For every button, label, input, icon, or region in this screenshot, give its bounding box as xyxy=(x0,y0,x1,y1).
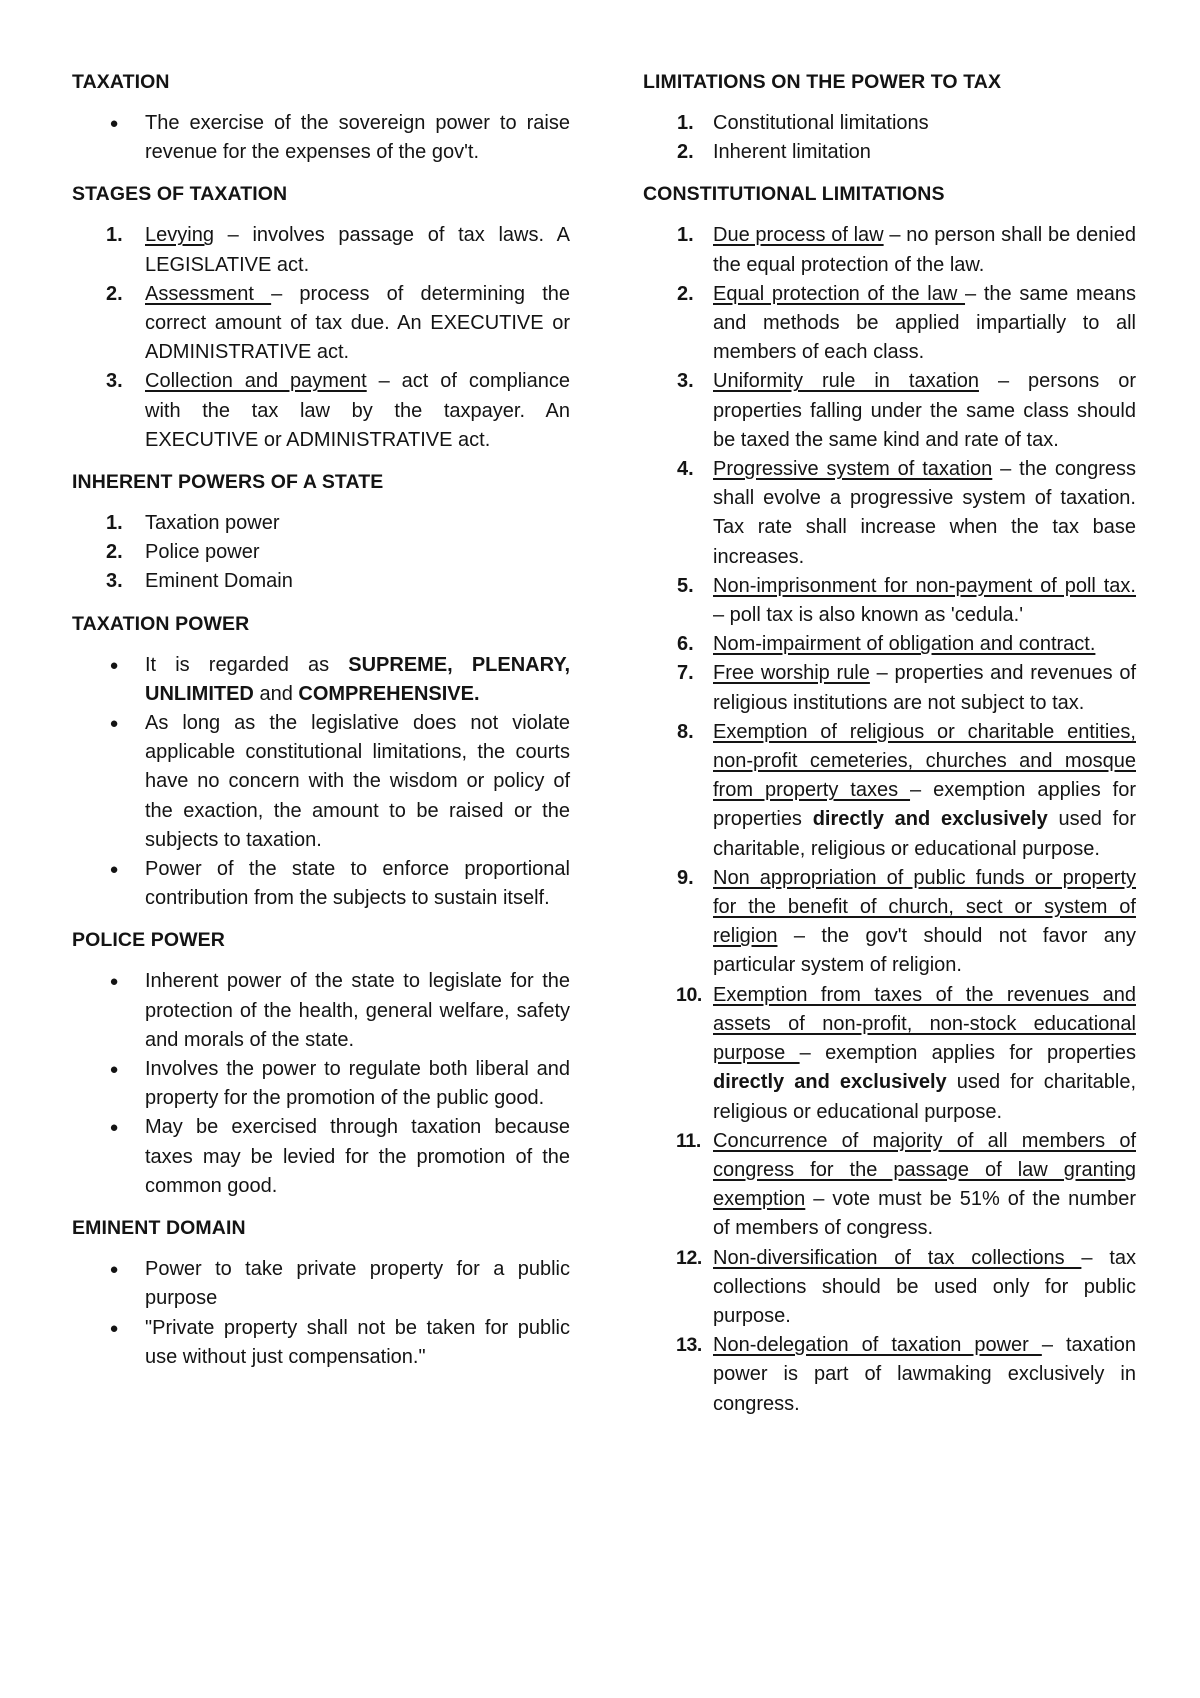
taxation-definition: The exercise of the sovereign power to raise revenue for the expenses of the gov't. xyxy=(145,112,570,164)
item-number: 1. xyxy=(677,224,694,247)
item-text: May be exercised through taxation because taxes may be levied for the promotion of the common good. xyxy=(145,1116,570,1197)
list-item xyxy=(72,567,570,596)
list-item xyxy=(72,280,570,368)
stage-term: Levying xyxy=(145,224,214,247)
list-item xyxy=(72,967,570,1055)
list-item xyxy=(643,138,1136,167)
list-item xyxy=(72,509,570,538)
list-item xyxy=(643,109,1136,138)
item-number: 2. xyxy=(677,282,694,305)
limitation-term: Nom-impairment of obligation and contract. xyxy=(713,633,1096,656)
list-item xyxy=(643,572,1136,630)
item-number: 10. xyxy=(676,983,702,1006)
left-column xyxy=(72,70,570,1387)
list-item xyxy=(72,538,570,567)
limitation-term: Free worship rule xyxy=(713,662,870,685)
item-number: 13. xyxy=(676,1334,702,1357)
item-number: 2. xyxy=(106,282,123,305)
item-text: Inherent limitation xyxy=(713,141,871,164)
limitation-desc: used for charitable, religious or educational purpose. xyxy=(713,1071,1137,1123)
item-number: 1. xyxy=(677,112,694,134)
item-number: 7. xyxy=(677,662,694,685)
item-text: Power to take private property for a public purpose xyxy=(145,1258,570,1310)
police-power-list xyxy=(72,967,570,1201)
item-text: Involves the power to regulate both liberal and property for the promotion of the public good. xyxy=(145,1058,570,1110)
limitation-desc: used for charitable, religious or educational purpose. xyxy=(713,808,1137,860)
item-text: Constitutional limitations xyxy=(713,112,929,134)
bullet-icon: ● xyxy=(109,1119,119,1137)
list-item xyxy=(72,109,570,167)
eminent-domain-list xyxy=(72,1255,570,1372)
constitutional-limitations-list xyxy=(643,221,1136,1418)
item-number: 11. xyxy=(676,1129,701,1152)
right-column xyxy=(643,70,1136,1434)
bold-text: directly and exclusively xyxy=(713,1071,947,1094)
stage-term: Assessment xyxy=(145,282,272,305)
limitation-term: Non-delegation of taxation power xyxy=(713,1334,1042,1357)
bullet-icon: ● xyxy=(109,1061,119,1079)
list-item xyxy=(72,367,570,455)
limitation-desc: – taxation power is part of lawmaking exclusively in congress. xyxy=(713,1334,1136,1415)
list-item xyxy=(72,221,570,279)
item-number: 1. xyxy=(106,512,123,535)
bullet-icon: ● xyxy=(109,115,119,132)
list-item xyxy=(643,718,1136,864)
list-item xyxy=(643,367,1136,455)
stages-list xyxy=(72,221,570,455)
list-item xyxy=(72,1113,570,1201)
limitation-desc: – exemption applies for properties xyxy=(713,779,1136,831)
item-text: "Private property shall not be taken for public use without just compensation." xyxy=(145,1316,570,1368)
bullet-icon: ● xyxy=(109,1319,119,1337)
list-item xyxy=(643,1244,1136,1332)
list-item xyxy=(643,1331,1136,1419)
bullet-icon: ● xyxy=(109,1261,119,1279)
item-text: Taxation power xyxy=(145,512,280,535)
item-number: 3. xyxy=(677,370,694,393)
item-number: 12. xyxy=(676,1246,702,1269)
limitation-term: Exemption of religious or charitable entities, non-profit cemeteries, churches and mosque from property taxes xyxy=(713,720,1136,802)
bold-text: COMPREHENSIVE. xyxy=(298,682,480,705)
taxation-definition-list xyxy=(72,109,570,167)
list-item xyxy=(643,221,1136,279)
limitation-desc: – the gov't should not favor any particular system of religion. xyxy=(713,925,1136,977)
list-item xyxy=(72,1314,570,1372)
item-text: Inherent power of the state to legislate for the protection of the health, general welfare, safety and morals of the state. xyxy=(145,970,570,1051)
limitation-term: Non-diversification of tax collections xyxy=(713,1246,1082,1269)
item-number: 9. xyxy=(677,866,694,889)
list-item xyxy=(643,280,1136,368)
stage-term: Collection and payment xyxy=(145,370,367,393)
list-item xyxy=(643,981,1136,1127)
taxation-heading: TAXATION xyxy=(72,71,170,93)
list-item xyxy=(72,1055,570,1113)
limitation-term: Equal protection of the law xyxy=(713,282,966,305)
bold-text: directly and exclusively xyxy=(812,808,1048,831)
limitation-desc: – poll tax is also known as 'cedula.' xyxy=(713,604,1024,627)
item-number: 5. xyxy=(677,574,694,597)
bullet-icon: ● xyxy=(109,715,119,733)
item-number: 4. xyxy=(677,458,694,481)
limitation-term: Non-imprisonment for non-payment of poll tax. xyxy=(713,574,1136,597)
list-item xyxy=(72,651,570,709)
list-item xyxy=(72,855,570,913)
item-text: It is regarded as xyxy=(145,653,349,676)
limitation-desc: – the congress shall evolve a progressive system of taxation. Tax rate shall increase when the tax base increases. xyxy=(713,458,1136,568)
limitation-term: Concurrence of majority of all members of congress for the passage of law granting exemption xyxy=(713,1129,1136,1211)
police-power-heading: POLICE POWER xyxy=(72,929,225,952)
stage-desc: – involves passage of tax laws. A LEGISLATIVE act. xyxy=(145,224,570,276)
bullet-icon: ● xyxy=(109,973,119,991)
limitation-desc: – no person shall be denied the equal protection of the law. xyxy=(713,224,1136,276)
item-number: 6. xyxy=(677,633,694,656)
limitation-desc: – properties and revenues of religious institutions are not subject to tax. xyxy=(713,662,1136,714)
item-number: 2. xyxy=(106,541,123,564)
item-number: 3. xyxy=(106,570,123,593)
list-item xyxy=(643,630,1136,659)
item-text: As long as the legislative does not violate applicable constitutional limitations, the courts have no concern with the wisdom or policy of the exaction, the amount to be raised or the subjects to taxation. xyxy=(145,712,570,851)
limitations-heading: LIMITATIONS ON THE POWER TO TAX xyxy=(643,71,1002,93)
limitation-term: Uniformity rule in taxation xyxy=(713,370,979,393)
list-item xyxy=(72,1255,570,1313)
constitutional-limitations-heading: CONSTITUTIONAL LIMITATIONS xyxy=(643,183,945,206)
limitation-desc: – tax collections should be used only for public purpose. xyxy=(713,1246,1136,1327)
eminent-domain-heading: EMINENT DOMAIN xyxy=(72,1217,246,1240)
limitation-desc: – the same means and methods be applied impartially to all members of each class. xyxy=(713,282,1136,364)
list-item xyxy=(643,864,1136,981)
bullet-icon: ● xyxy=(109,656,119,674)
item-number: 1. xyxy=(106,224,123,247)
taxation-power-heading: TAXATION POWER xyxy=(72,612,250,635)
bold-text: SUPREME, PLENARY, UNLIMITED xyxy=(145,653,571,705)
limitation-term: Progressive system of taxation xyxy=(713,458,993,481)
limitation-desc: – exemption applies for properties xyxy=(799,1042,1136,1065)
stages-heading: STAGES OF TAXATION xyxy=(72,183,288,206)
list-item xyxy=(643,1127,1136,1244)
item-text: Eminent Domain xyxy=(145,570,293,593)
inherent-powers-heading: INHERENT POWERS OF A STATE xyxy=(72,471,384,494)
stage-desc: – act of compliance with the tax law by the taxpayer. An EXECUTIVE or ADMINISTRATIVE act. xyxy=(145,370,570,451)
limitation-term: Non appropriation of public funds or property for the benefit of church, sect or system of religion xyxy=(713,866,1136,948)
inherent-powers-list xyxy=(72,509,570,597)
stage-desc: – process of determining the correct amount of tax due. An EXECUTIVE or ADMINISTRATIVE act. xyxy=(145,282,571,364)
limitations-list xyxy=(643,109,1136,167)
taxation-power-list xyxy=(72,651,570,914)
item-number: 8. xyxy=(677,720,694,743)
item-text: Police power xyxy=(145,541,260,564)
item-text: and xyxy=(253,682,299,705)
limitation-desc: – persons or properties falling under the same class should be taxed the same kind and rate of tax. xyxy=(713,370,1136,451)
item-number: 3. xyxy=(106,370,123,393)
limitation-term: Exemption from taxes of the revenues and assets of non-profit, non-stock educational purpose xyxy=(713,983,1136,1065)
item-number: 2. xyxy=(677,141,694,164)
list-item xyxy=(643,659,1136,717)
limitation-desc: – vote must be 51% of the number of members of congress. xyxy=(713,1188,1136,1240)
bullet-icon: ● xyxy=(109,861,119,879)
list-item xyxy=(72,709,570,855)
limitation-term: Due process of law xyxy=(713,224,884,247)
list-item xyxy=(643,455,1136,572)
item-text: Power of the state to enforce proportional contribution from the subjects to sustain itself. xyxy=(145,858,570,910)
